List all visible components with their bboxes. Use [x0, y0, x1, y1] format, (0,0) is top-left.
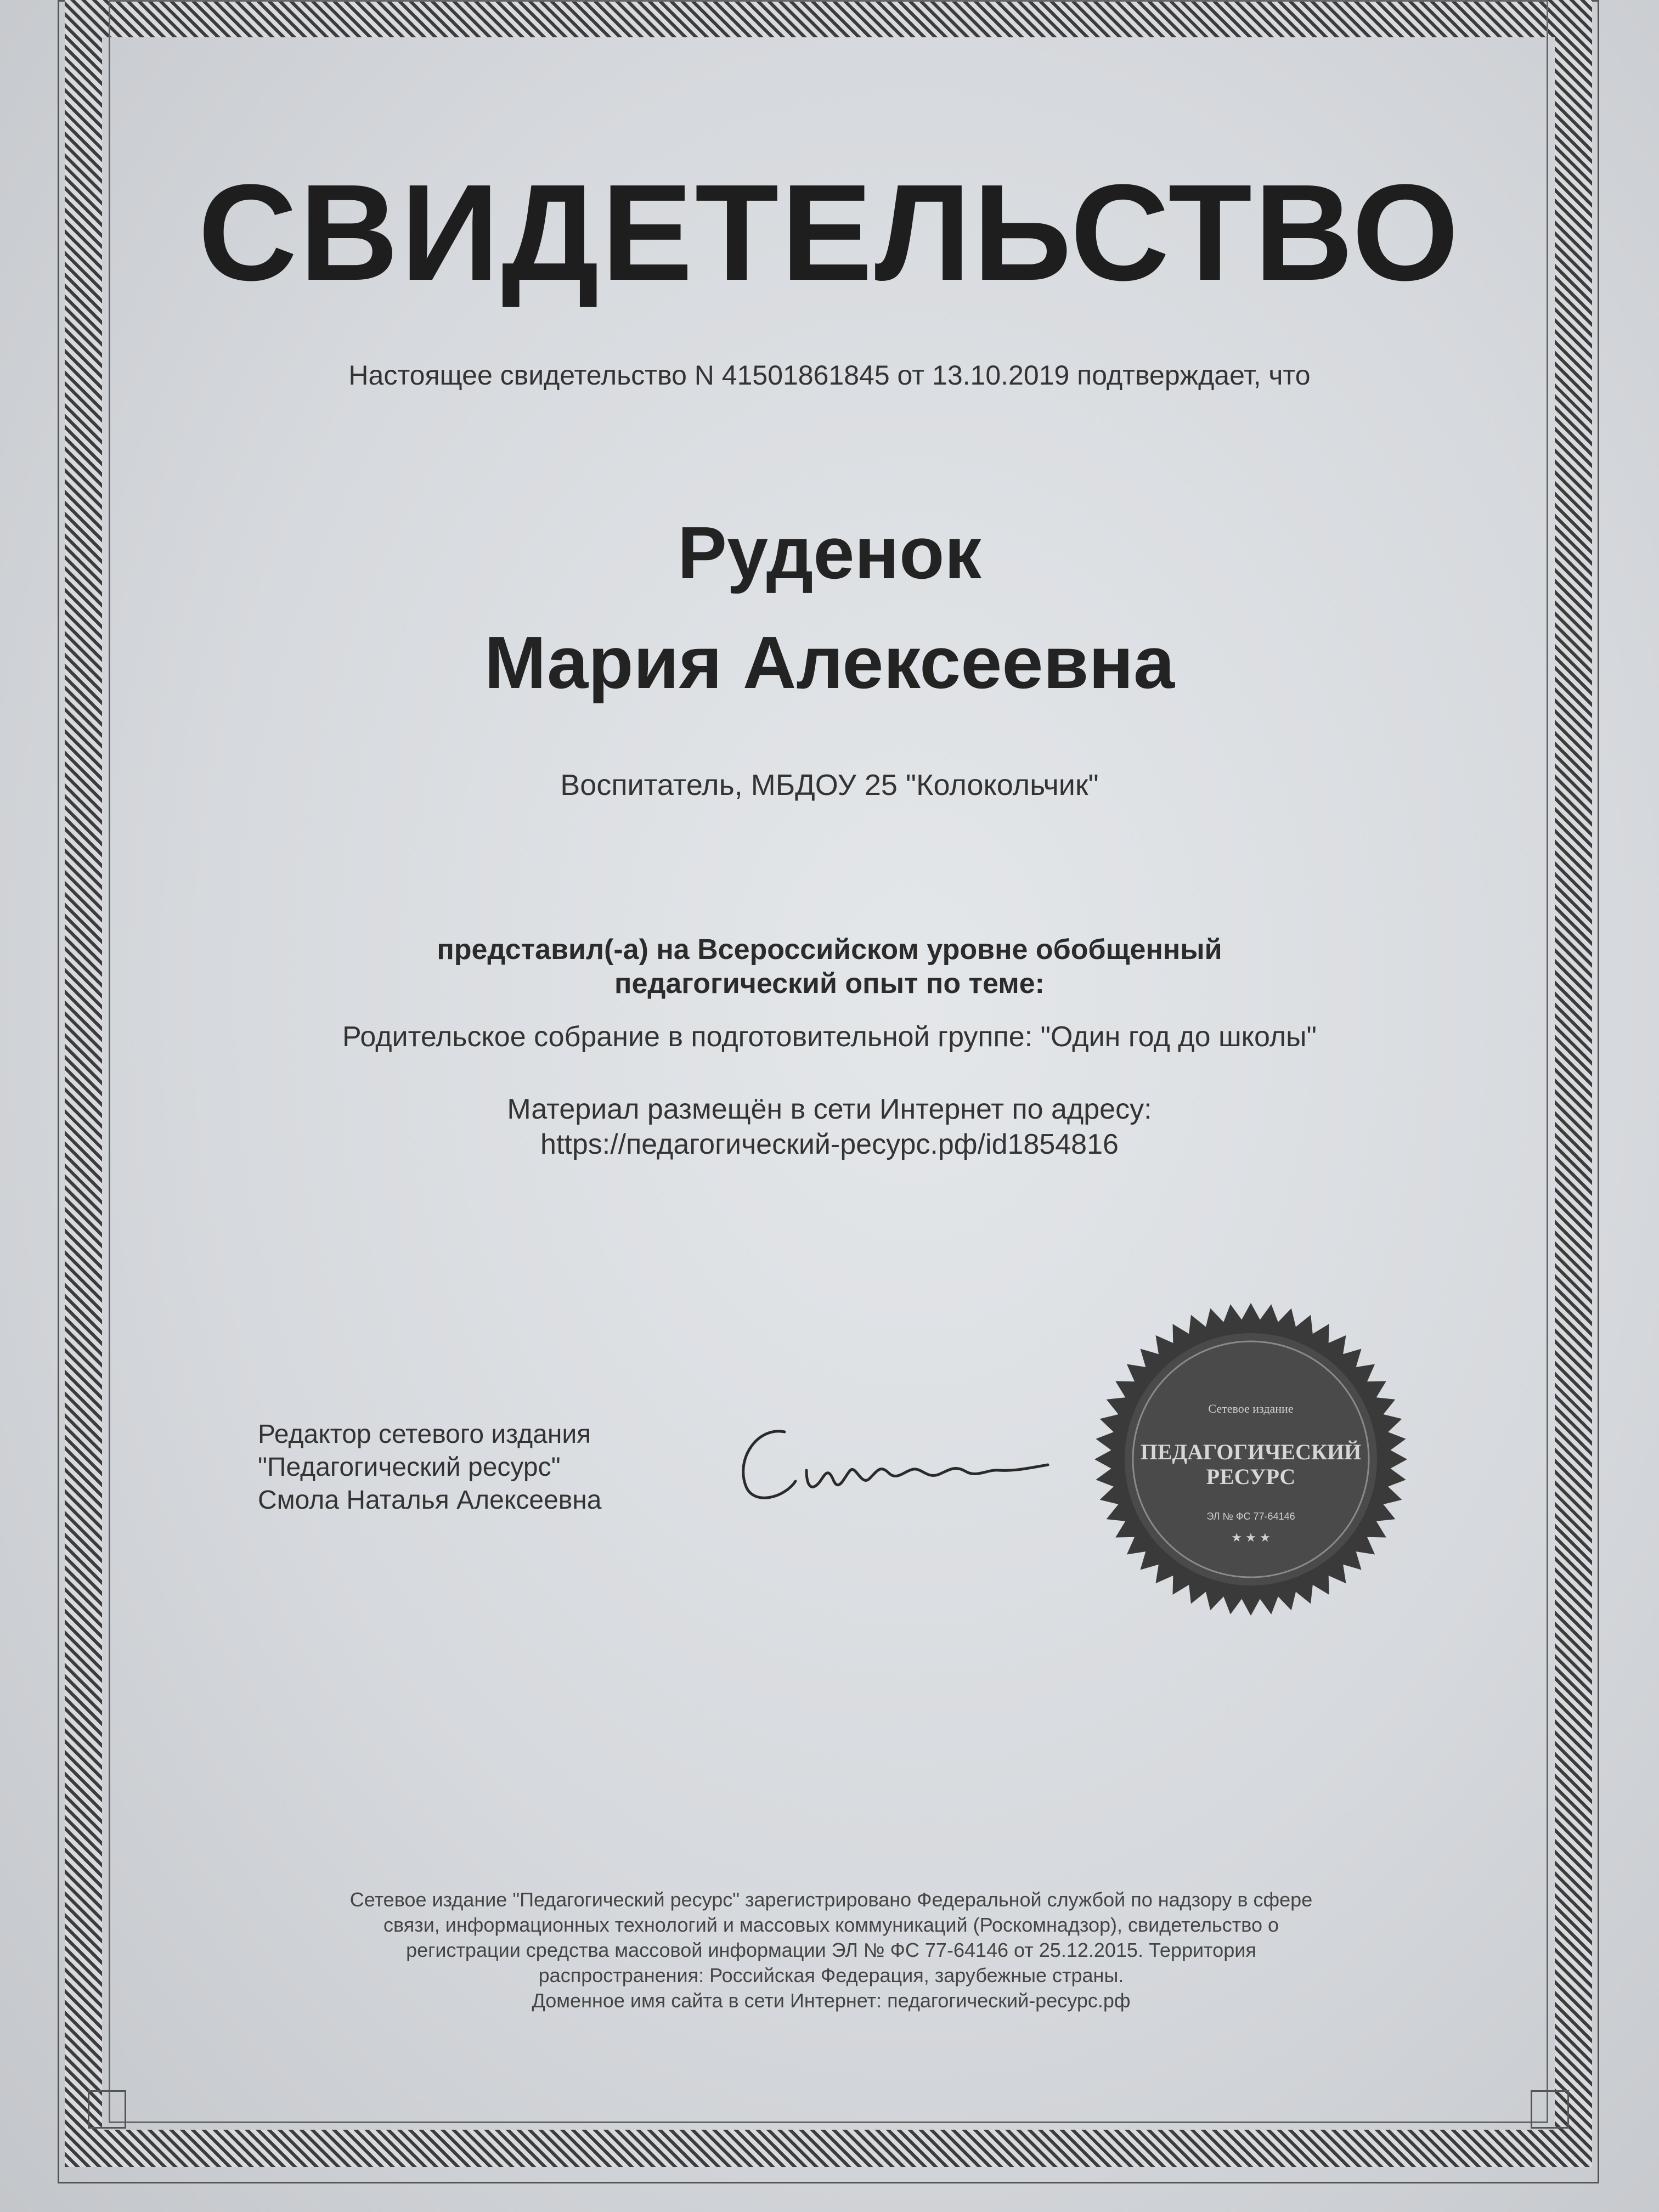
editor-block — [258, 1418, 601, 1517]
seal-top-text: Сетевое издание — [1208, 1402, 1294, 1415]
footer-line: связи, информационных технологий и массовых коммуникаций (Роскомнадзор), свидетельство о — [383, 1914, 1279, 1936]
seal-title-line: РЕСУРС — [1206, 1464, 1296, 1489]
certificate-title: СВИДЕТЕЛЬСТВО — [198, 156, 1461, 309]
topic-text: Родительское собрание в подготовительной группе: "Один год до школы" — [342, 1021, 1317, 1053]
presented-statement — [110, 933, 1549, 1001]
material-location — [110, 1092, 1549, 1162]
editor-line: Смола Наталья Алексеевна — [258, 1486, 602, 1515]
footer-line: Сетевое издание "Педагогический ресурс" зарегистрировано Федеральной службой по надзору в сфере — [349, 1888, 1313, 1911]
footer-legal — [236, 1887, 1426, 2013]
seal-stars-icon: ★ ★ ★ — [1231, 1531, 1271, 1544]
footer-line: распространения: Российская Федерация, зарубежные страны. — [538, 1964, 1124, 1987]
presented-line: педагогический опыт по теме: — [614, 968, 1045, 1000]
recipient-position: Воспитатель, МБДОУ 25 "Колокольчик" — [560, 769, 1099, 802]
editor-line: Редактор сетевого издания — [258, 1420, 591, 1449]
seal-title-line: ПЕДАГОГИЧЕСКИЙ — [1140, 1440, 1362, 1464]
certificate-intro: Настоящее свидетельство N 41501861845 от 13.10.2019 подтверждает, что — [348, 360, 1311, 391]
presented-line: представил(-а) на Всероссийском уровне обобщенный — [437, 934, 1222, 966]
seal-registration: ЭЛ № ФС 77-64146 — [1206, 1511, 1295, 1522]
footer-line: регистрации средства массовой информации ЭЛ № ФС 77-64146 от 25.12.2015. Территория — [406, 1939, 1256, 1961]
recipient-given-names: Мария Алексеевна — [484, 621, 1175, 704]
material-label: Материал размещён в сети Интернет по адресу: — [507, 1093, 1152, 1125]
material-url: https://педагогический-ресурс.рф/id1854816 — [540, 1128, 1119, 1160]
editor-signature — [724, 1410, 1053, 1514]
publication-seal — [1092, 1300, 1410, 1618]
footer-line: Доменное имя сайта в сети Интернет: педагогический-ресурс.рф — [532, 1989, 1131, 2012]
editor-line: "Педагогический ресурс" — [258, 1453, 561, 1482]
recipient-surname: Руденок — [677, 511, 982, 594]
